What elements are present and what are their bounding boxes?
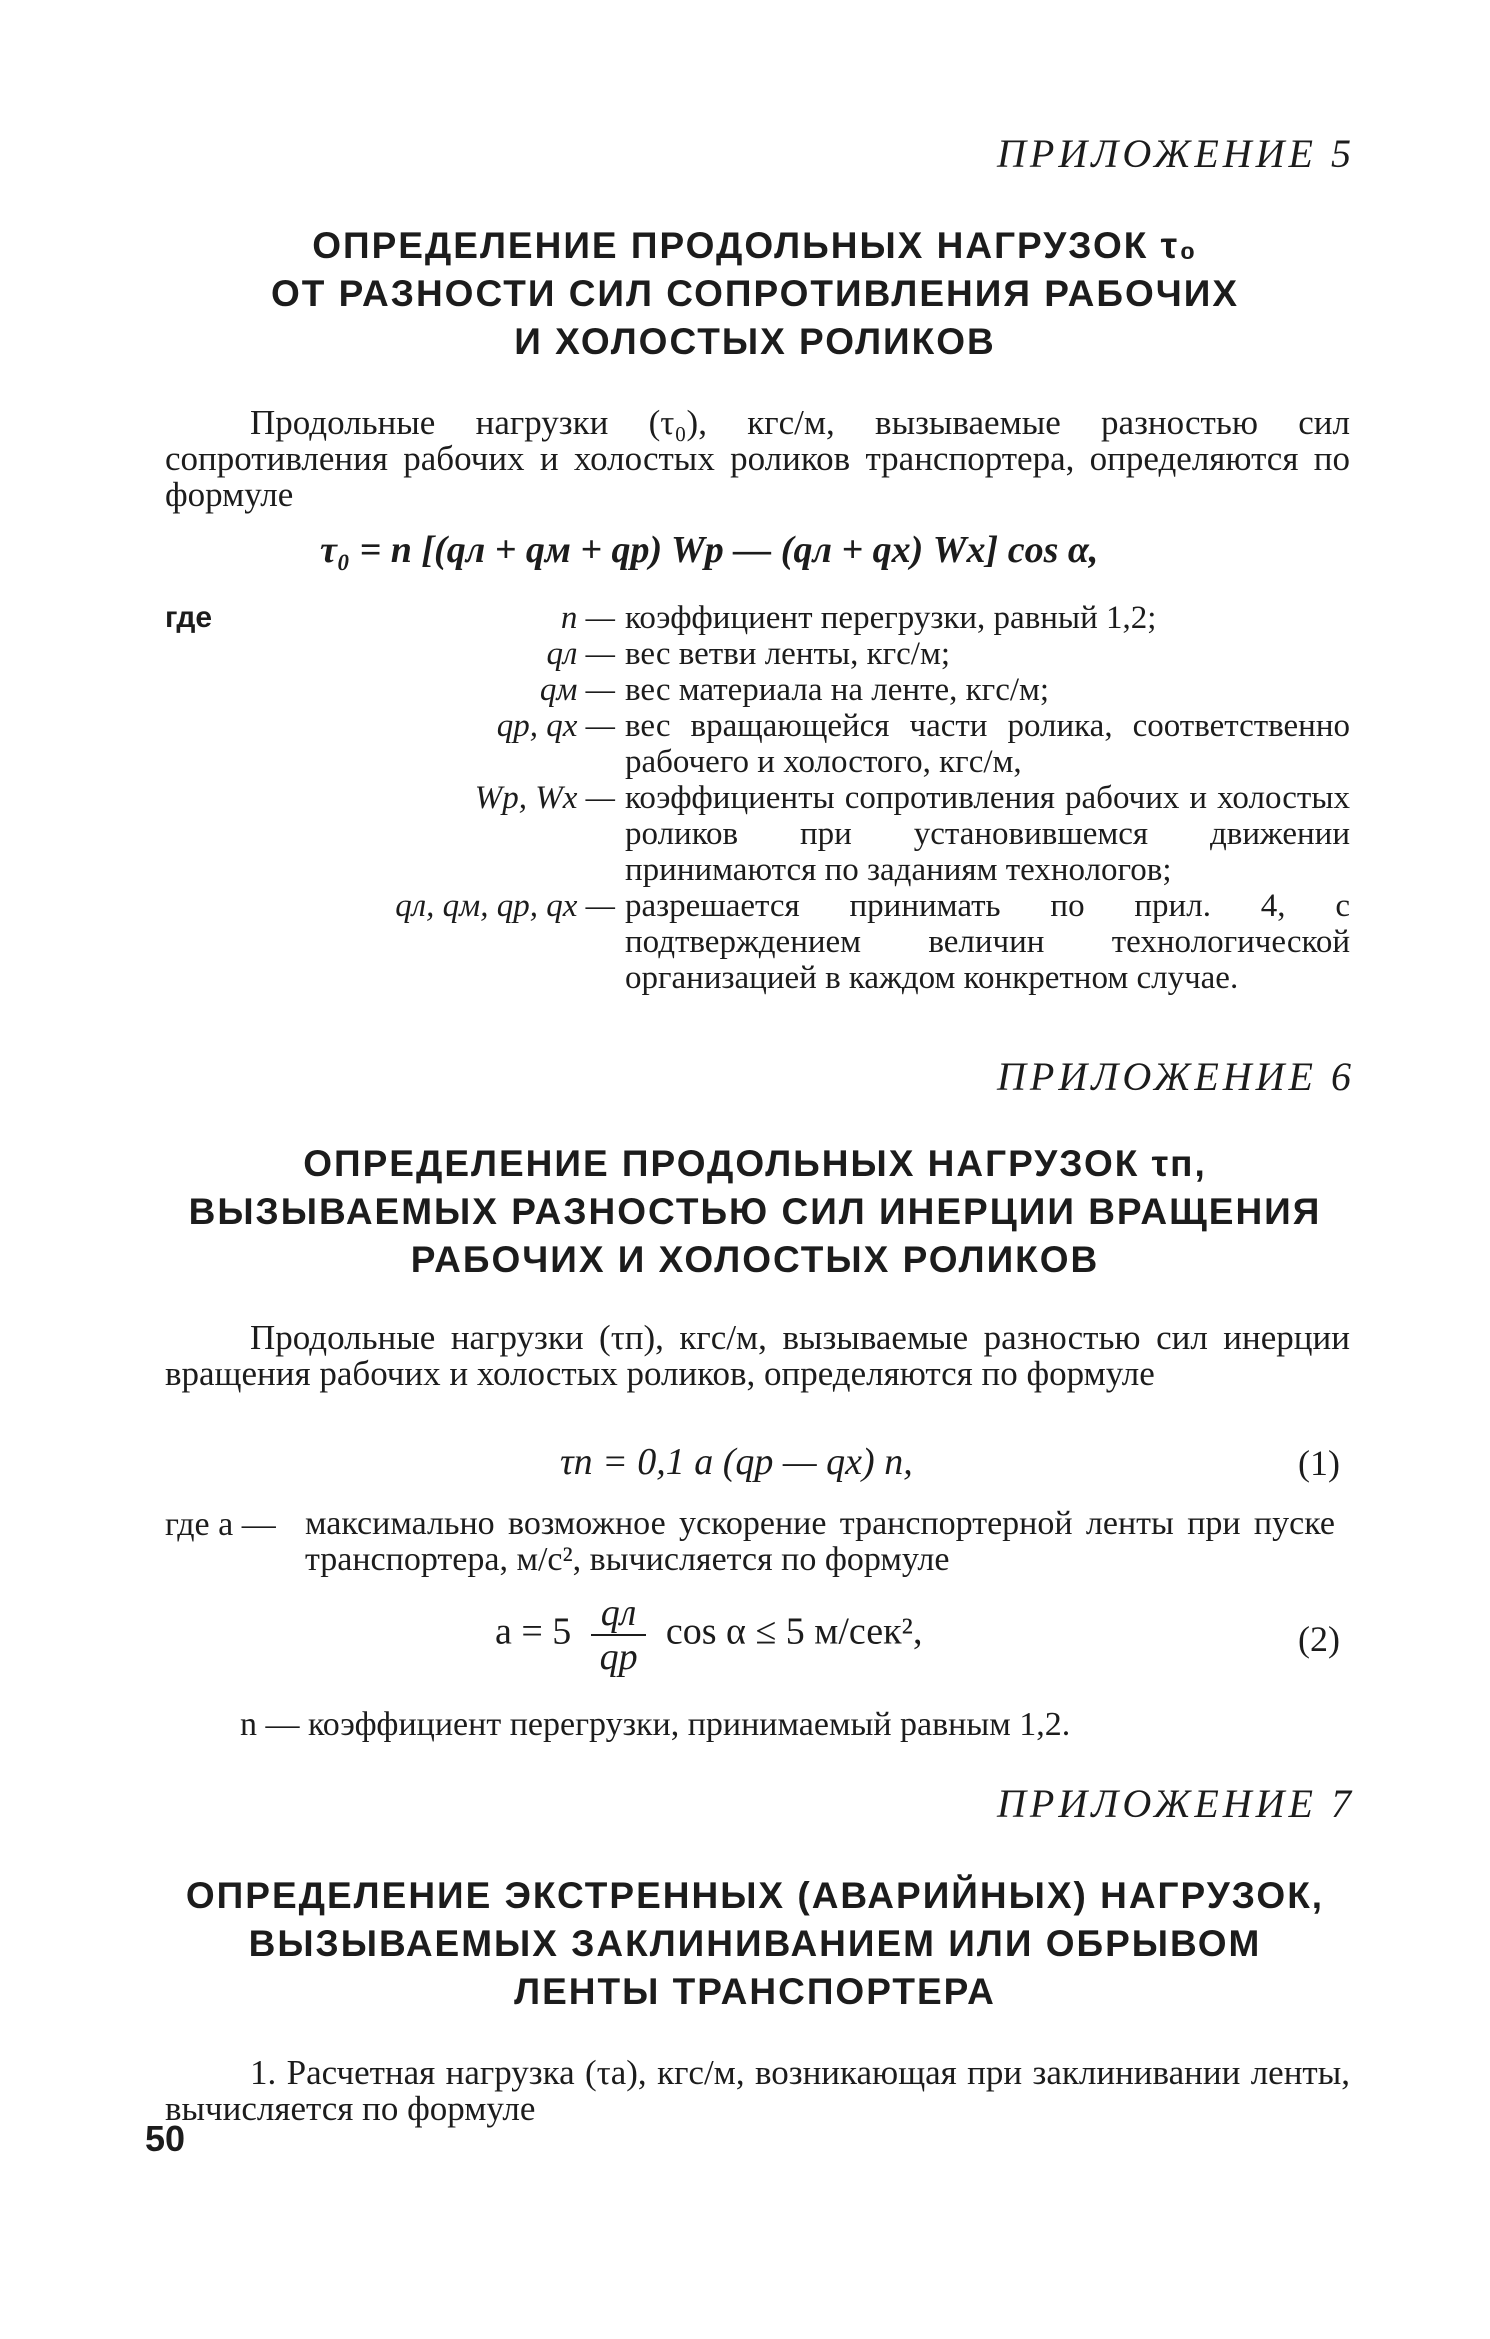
appendix-6-intro: Продольные нагрузки (τп), кгс/м, вызываемые разностью сил инерции вращения рабочих и холостых роликов, определяются по формуле <box>165 1318 1350 1393</box>
definitions-list: где n — коэффициент перегрузки, равный 1,2; qл — вес ветви ленты, кгс/м; qм — вес материала на ленте, кгс/м; qр, qх — вес вращающейся части ролика, соответственно рабочего и холостого, кгс/м, Wр, Wх — коэффициенты сопротивления рабочих и холостых роликов при установившемся движении принимаются по заданиям технологов; qл, qм, qр, qх — разрешается принимать по прил. 4, с подтверждением величин технологической организацией в каждом конкретном случае. <box>165 600 1350 996</box>
equation-number-1: (1) <box>1298 1443 1340 1483</box>
title-line: ВЫЗЫВАЕМЫХ ЗАКЛИНИВАНИЕМ ИЛИ ОБРЫВОМ <box>248 1923 1262 1964</box>
title-line: ОПРЕДЕЛЕНИЕ ЭКСТРЕННЫХ (АВАРИЙНЫХ) НАГРУЗОК, <box>185 1875 1325 1916</box>
where-a-symbol: где a — <box>165 1506 276 1543</box>
appendix-5-title <box>160 222 1350 366</box>
appendix-7-label: ПРИЛОЖЕНИЕ 7 <box>997 1781 1355 1826</box>
formula-tau0: τ₀ = n [(qл + qм + qр) Wр — (qл + qх) Wх] cos α, <box>320 529 1099 571</box>
page-number: 50 <box>145 2118 186 2159</box>
title-line: ОТ РАЗНОСТИ СИЛ СОПРОТИВЛЕНИЯ РАБОЧИХ <box>270 273 1240 314</box>
title-line: ВЫЗЫВАЕМЫХ РАЗНОСТЬЮ СИЛ ИНЕРЦИИ ВРАЩЕНИЯ <box>188 1191 1322 1232</box>
formula-tau-n: τп = 0,1 a (qр — qх) n, <box>560 1441 913 1483</box>
formula-a: a = 5 $\frac{qл}{qр}$ cos α ≤ 5 м/сек², <box>495 1592 923 1678</box>
appendix-7-title <box>160 1872 1350 2016</box>
appendix-5-intro: Продольные нагрузки (τ₀), кгс/м, вызываемые разностью сил сопротивления рабочих и холостых роликов транспортера, определяются по формуле <box>165 403 1350 514</box>
appendix-5-label: ПРИЛОЖЕНИЕ 5 <box>997 131 1355 176</box>
title-line: ОПРЕДЕЛЕНИЕ ПРОДОЛЬНЫХ НАГРУЗОК τ₀ <box>312 225 1198 266</box>
n-coefficient-line: n — коэффициент перегрузки, принимаемый равным 1,2. <box>240 1706 1071 1743</box>
title-line: РАБОЧИХ И ХОЛОСТЫХ РОЛИКОВ <box>410 1239 1100 1280</box>
title-line: И ХОЛОСТЫХ РОЛИКОВ <box>514 321 996 362</box>
equation-number-2: (2) <box>1298 1619 1340 1659</box>
appendix-7-paragraph: 1. Расчетная нагрузка (τа), кгс/м, возникающая при заклинивании ленты, вычисляется по формуле <box>165 2053 1350 2128</box>
title-line: ОПРЕДЕЛЕНИЕ ПРОДОЛЬНЫХ НАГРУЗОК τп, <box>303 1143 1207 1184</box>
appendix-6-label: ПРИЛОЖЕНИЕ 6 <box>997 1054 1355 1099</box>
title-line: ЛЕНТЫ ТРАНСПОРТЕРА <box>514 1971 996 2012</box>
where-a-text: максимально возможное ускорение транспортерной ленты при пуске транспортера, м/с², вычисляется по формуле <box>305 1505 1335 1578</box>
where-label: где <box>165 601 213 634</box>
appendix-6-title <box>160 1140 1350 1284</box>
fraction: $\frac{qл}{qр}$ <box>591 1592 647 1678</box>
